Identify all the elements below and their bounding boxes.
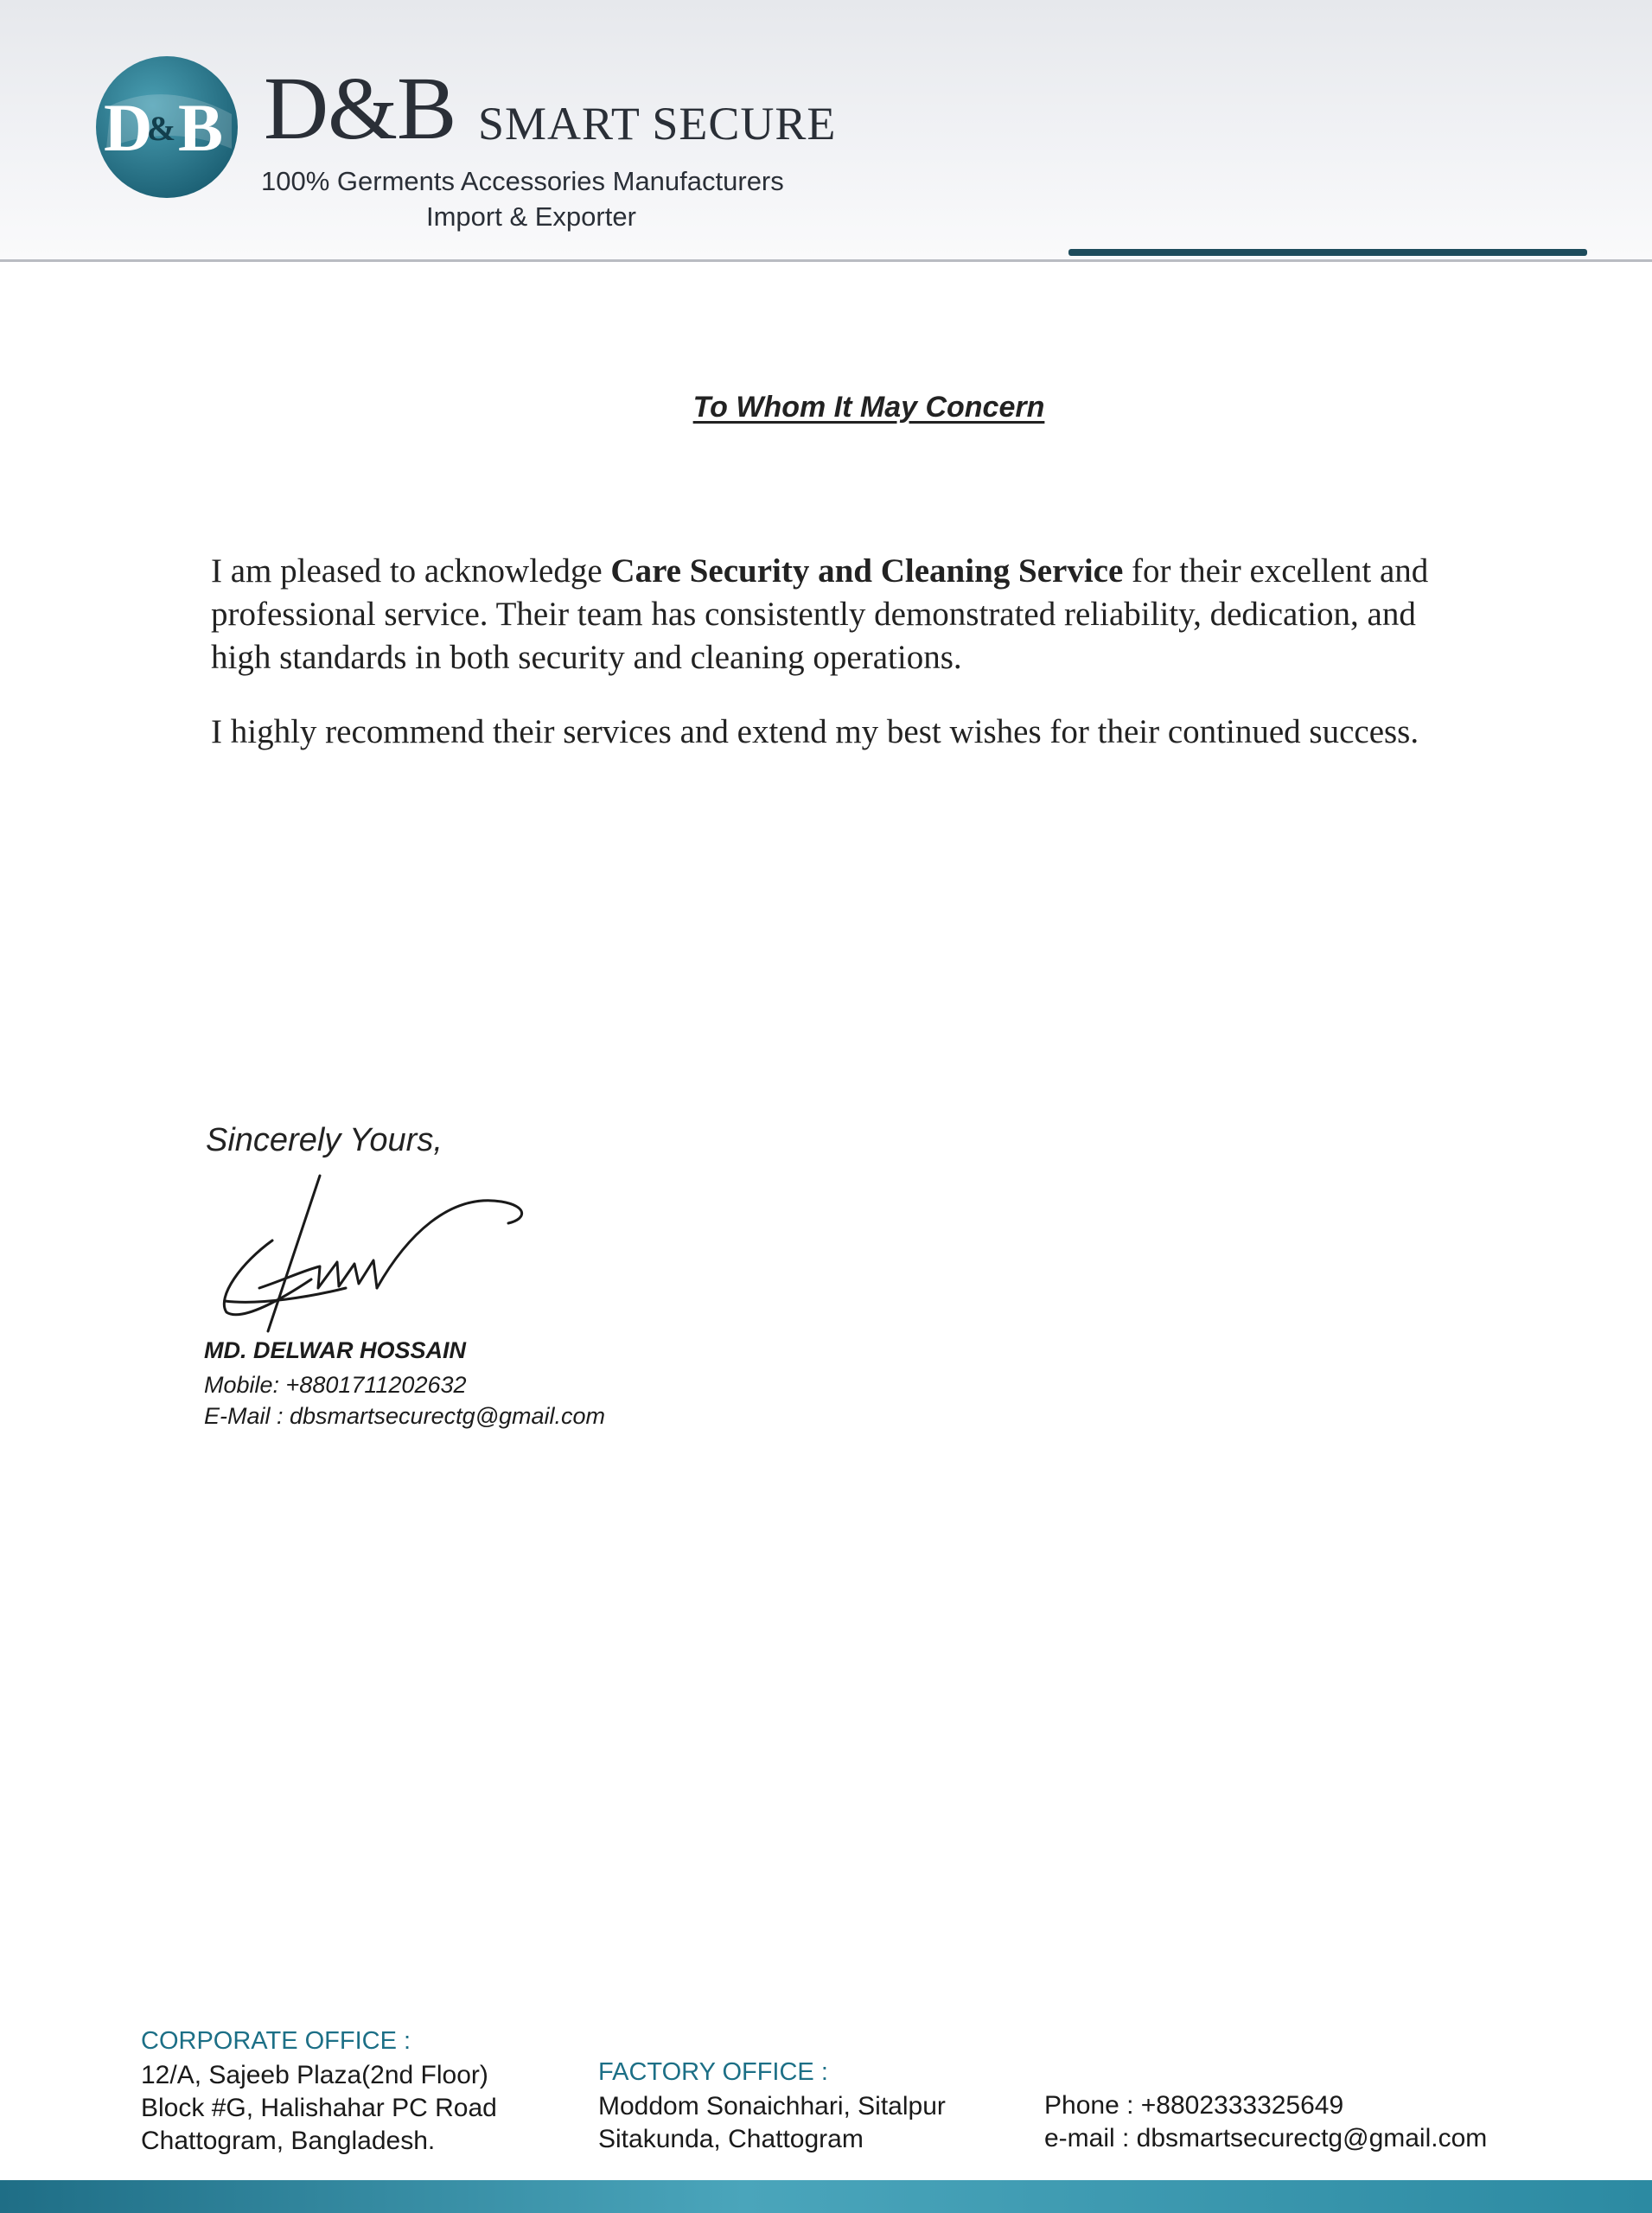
letterhead-divider: [0, 259, 1652, 262]
corporate-address-line: Chattogram, Bangladesh.: [141, 2127, 436, 2155]
factory-office-heading: FACTORY OFFICE :: [598, 2058, 828, 2086]
svg-text:B: B: [178, 90, 224, 165]
corporate-office: [141, 2027, 497, 2158]
signer-mobile: Mobile: +8801711202632: [204, 1372, 467, 1398]
company-logo: [93, 54, 240, 201]
corporate-office-heading: CORPORATE OFFICE :: [141, 2027, 411, 2055]
paragraph-1-end: for their excellent and professional service. Their team has consistently demonstrated reliability, dedication, and high standards in both security and cleaning operations.: [211, 552, 1429, 676]
brand-suffix: SMART SECURE: [478, 98, 837, 150]
letter-subject: To Whom It May Concern: [692, 391, 1045, 424]
footer-phone: Phone : +8802333325649: [1044, 2091, 1344, 2120]
letterhead-accent-bar: [1068, 249, 1587, 256]
footer-band: [0, 2180, 1652, 2213]
factory-address-line: Sitakunda, Chattogram: [598, 2125, 864, 2153]
svg-text:&: &: [147, 109, 176, 148]
corporate-address-line: 12/A, Sajeeb Plaza(2nd Floor): [141, 2061, 488, 2089]
tagline-line-2: Import & Exporter: [426, 201, 636, 232]
brand-name: D&B: [264, 59, 456, 158]
footer-email: e-mail : dbsmartsecurectg@gmail.com: [1044, 2124, 1488, 2152]
signer-name: MD. DELWAR HOSSAIN: [204, 1337, 467, 1363]
letter-body: [211, 550, 1464, 785]
corporate-address-line: Block #G, Halishahar PC Road: [141, 2094, 497, 2122]
handwritten-signature: [207, 1158, 536, 1349]
closing-salutation: Sincerely Yours,: [206, 1122, 443, 1158]
signer-email: E-Mail : dbsmartsecurectg@gmail.com: [204, 1403, 606, 1429]
company-name-highlight: Care Security and Cleaning Service: [610, 552, 1124, 590]
contact-info: [1044, 2089, 1487, 2155]
paragraph-1: [211, 550, 1464, 679]
tagline-line-1: 100% Germents Accessories Manufacturers: [261, 166, 784, 196]
paragraph-2: I highly recommend their services and extend my best wishes for their continued success.: [211, 713, 1419, 750]
factory-address-line: Moddom Sonaichhari, Sitalpur: [598, 2092, 946, 2121]
svg-text:D: D: [104, 90, 153, 165]
factory-office: [598, 2058, 946, 2156]
paragraph-1-start: I am pleased to acknowledge: [211, 552, 611, 590]
